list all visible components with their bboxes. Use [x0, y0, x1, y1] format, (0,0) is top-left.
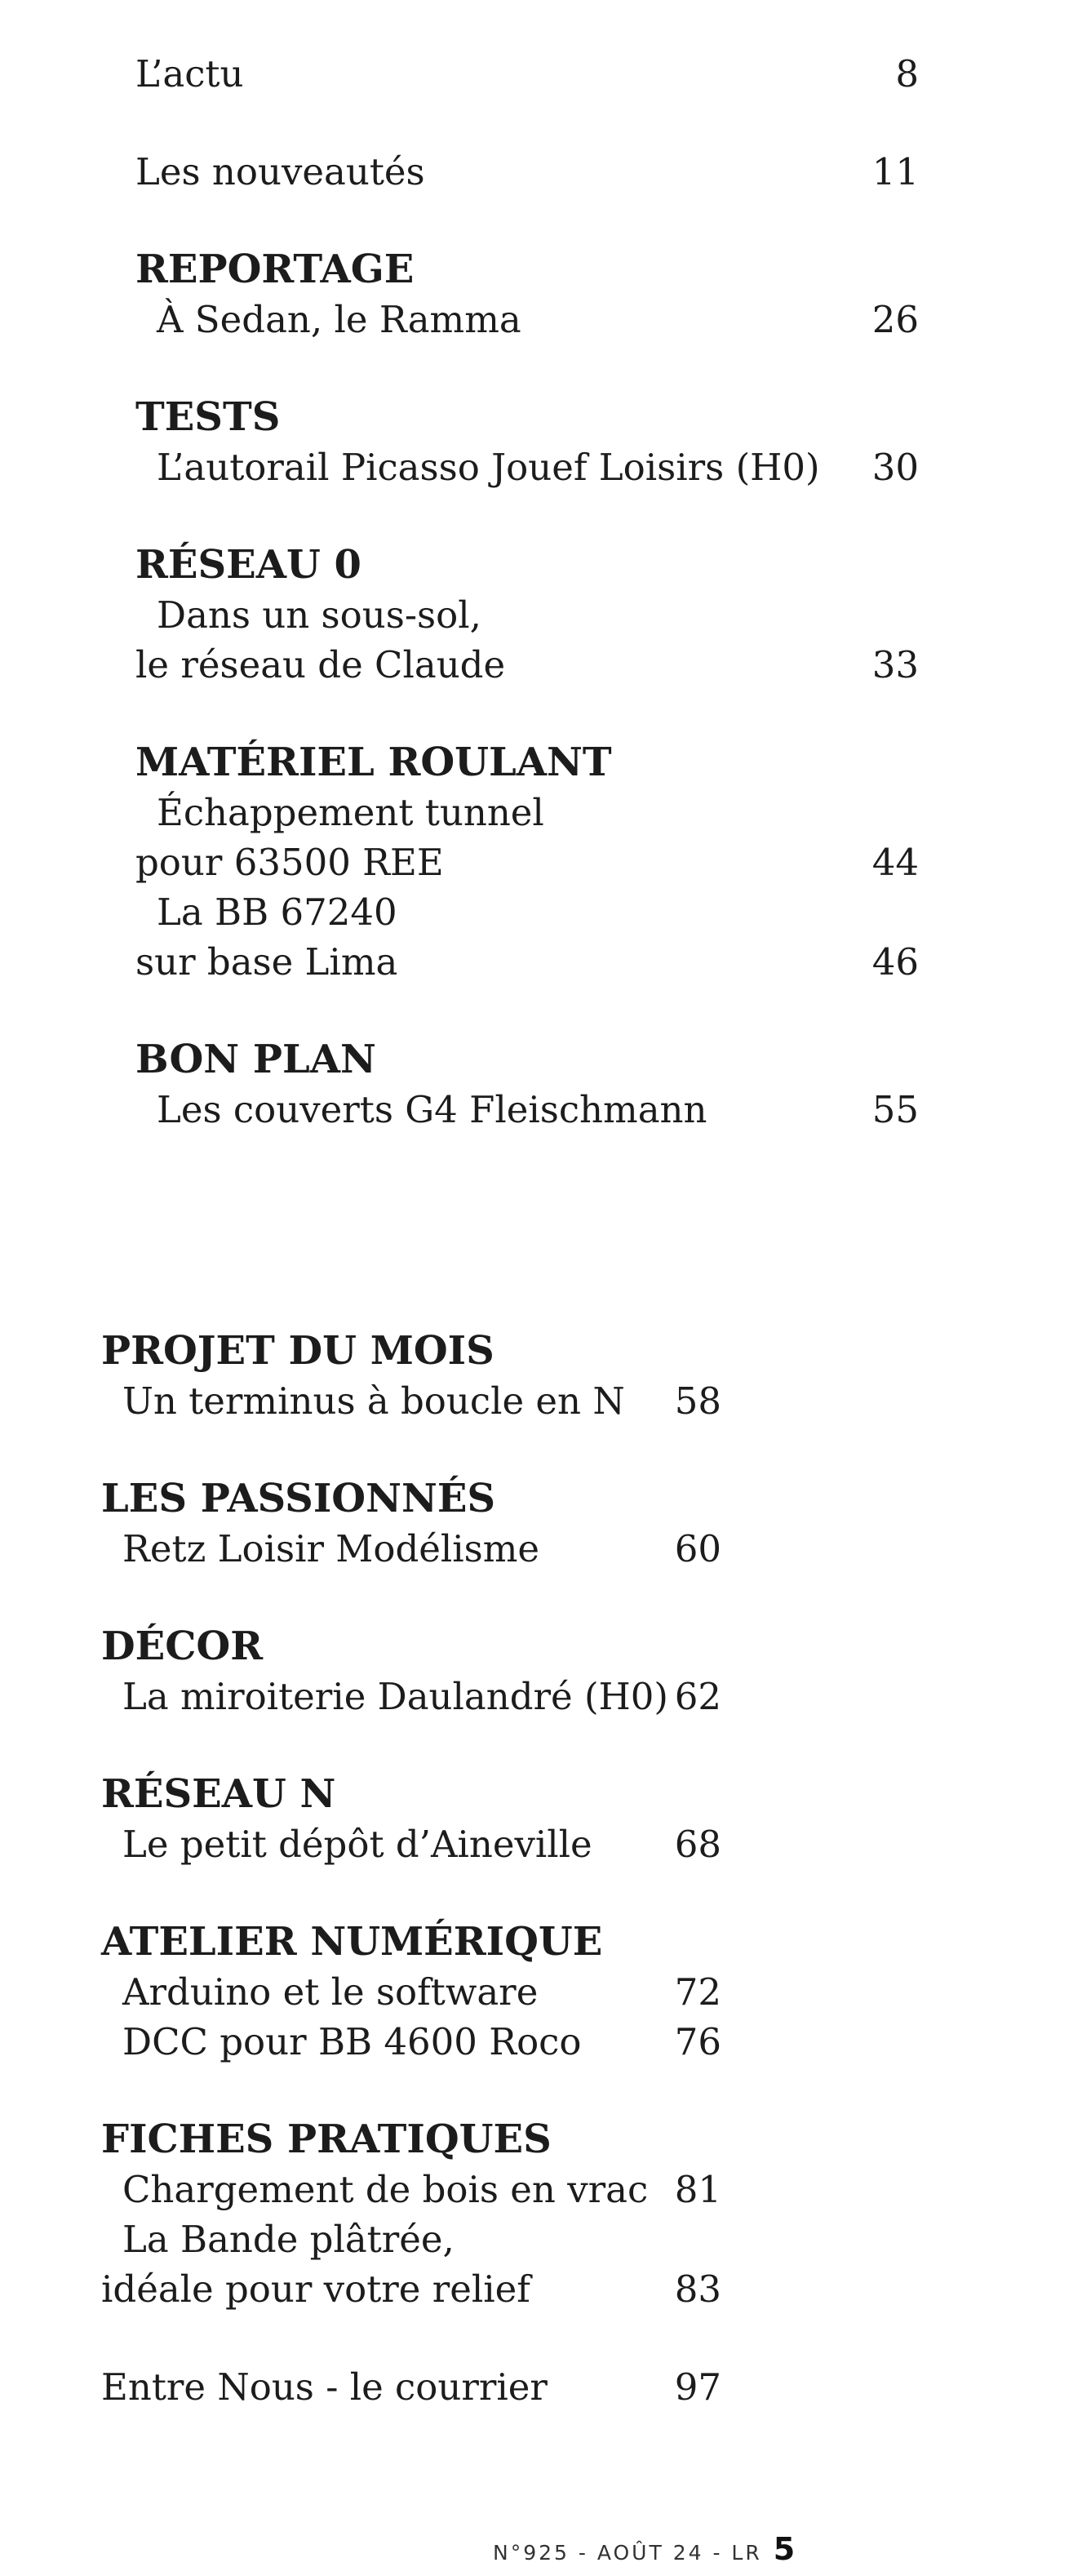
entry-page: 68 — [674, 1823, 721, 1866]
entry-page: 60 — [674, 1527, 721, 1570]
toc-entry[interactable] — [101, 2165, 909, 2214]
section-heading-reportage: REPORTAGE — [135, 246, 415, 292]
entry-page: 81 — [674, 2168, 721, 2211]
entry-title-continued: le réseau de Claude — [135, 643, 506, 686]
toc-entry[interactable] — [135, 442, 943, 492]
toc-entry-line[interactable] — [101, 2264, 909, 2314]
section-heading-les-passionnes: LES PASSIONNÉS — [101, 1476, 496, 1521]
entry-title: À Sedan, le Ramma — [157, 298, 521, 341]
toc-entry-actu[interactable] — [135, 49, 943, 99]
section-heading-tests: TESTS — [135, 394, 281, 440]
toc-entry[interactable] — [101, 1672, 909, 1721]
section-heading-reseau-n: RÉSEAU N — [101, 1771, 336, 1817]
toc-entry[interactable] — [101, 2017, 909, 2067]
toc-entry-line[interactable] — [135, 788, 943, 837]
toc-column-top — [135, 49, 943, 1135]
section-heading-bon-plan: BON PLAN — [135, 1037, 376, 1082]
entry-page: 11 — [871, 150, 919, 193]
toc-entry-line[interactable] — [135, 937, 943, 987]
entry-page: 62 — [674, 1675, 721, 1718]
entry-page: 58 — [674, 1379, 721, 1423]
section-heading-materiel-roulant: MATÉRIEL ROULANT — [135, 739, 612, 785]
toc-entry-line[interactable] — [135, 837, 943, 887]
toc-entry[interactable] — [101, 1967, 909, 2017]
entry-title: La Bande plâtrée, — [122, 2218, 455, 2261]
toc-entry-line[interactable] — [135, 887, 943, 937]
entry-page: 8 — [895, 52, 919, 95]
entry-page: 30 — [871, 446, 919, 489]
page-footer — [493, 2529, 795, 2569]
entry-title: Chargement de bois en vrac — [122, 2168, 649, 2211]
section-heading-decor: DÉCOR — [101, 1623, 264, 1669]
entry-page: 76 — [674, 2020, 721, 2063]
entry-title: DCC pour BB 4600 Roco — [122, 2020, 582, 2063]
entry-page: 44 — [871, 841, 919, 884]
section-heading-projet-du-mois: PROJET DU MOIS — [101, 1328, 494, 1374]
entry-title: La BB 67240 — [157, 890, 397, 934]
entry-title: Les couverts G4 Fleischmann — [157, 1088, 707, 1131]
entry-title-continued: idéale pour votre relief — [101, 2267, 530, 2311]
entry-title: Dans un sous-sol, — [157, 593, 481, 637]
entry-title-continued: pour 63500 REE — [135, 841, 444, 884]
toc-entry-line[interactable] — [135, 590, 943, 640]
toc-entry-line[interactable] — [101, 2214, 909, 2264]
toc-entry-line[interactable] — [135, 640, 943, 690]
page-number: 5 — [773, 2531, 796, 2567]
section-heading-reseau-0: RÉSEAU 0 — [135, 542, 361, 588]
toc-entry[interactable] — [101, 1524, 909, 1574]
toc-entry-entre-nous[interactable] — [101, 2362, 909, 2412]
section-heading-fiches-pratiques: FICHES PRATIQUES — [101, 2116, 552, 2162]
entry-title: Les nouveautés — [135, 150, 425, 193]
section-heading-atelier-numerique: ATELIER NUMÉRIQUE — [101, 1919, 603, 1965]
toc-entry-nouveautes[interactable] — [135, 147, 943, 197]
entry-page: 26 — [871, 298, 919, 341]
entry-page: 55 — [871, 1088, 919, 1131]
entry-title: Échappement tunnel — [157, 791, 544, 834]
entry-title: Un terminus à boucle en N — [122, 1379, 625, 1423]
toc-entry[interactable] — [135, 295, 943, 344]
entry-title: L’autorail Picasso Jouef Loisirs (H0) — [157, 446, 820, 489]
issue-info: N°925 - AOÛT 24 - LR — [493, 2541, 762, 2565]
entry-page: 83 — [674, 2267, 721, 2311]
entry-title: L’actu — [135, 52, 244, 95]
entry-page: 33 — [871, 643, 919, 686]
entry-title: Arduino et le software — [122, 1970, 539, 2014]
entry-title: Le petit dépôt d’Aineville — [122, 1823, 592, 1866]
entry-page: 72 — [674, 1970, 721, 2014]
toc-entry[interactable] — [101, 1376, 909, 1426]
entry-title-continued: sur base Lima — [135, 940, 398, 984]
toc-entry[interactable] — [135, 1085, 943, 1135]
toc-column-bottom — [101, 1326, 909, 2412]
entry-title: Retz Loisir Modélisme — [122, 1527, 540, 1570]
toc-entry[interactable] — [101, 1819, 909, 1869]
entry-page: 97 — [674, 2365, 721, 2409]
entry-title: Entre Nous - le courrier — [101, 2365, 548, 2409]
entry-page: 46 — [871, 940, 919, 984]
entry-title: La miroiterie Daulandré (H0) — [122, 1675, 668, 1718]
